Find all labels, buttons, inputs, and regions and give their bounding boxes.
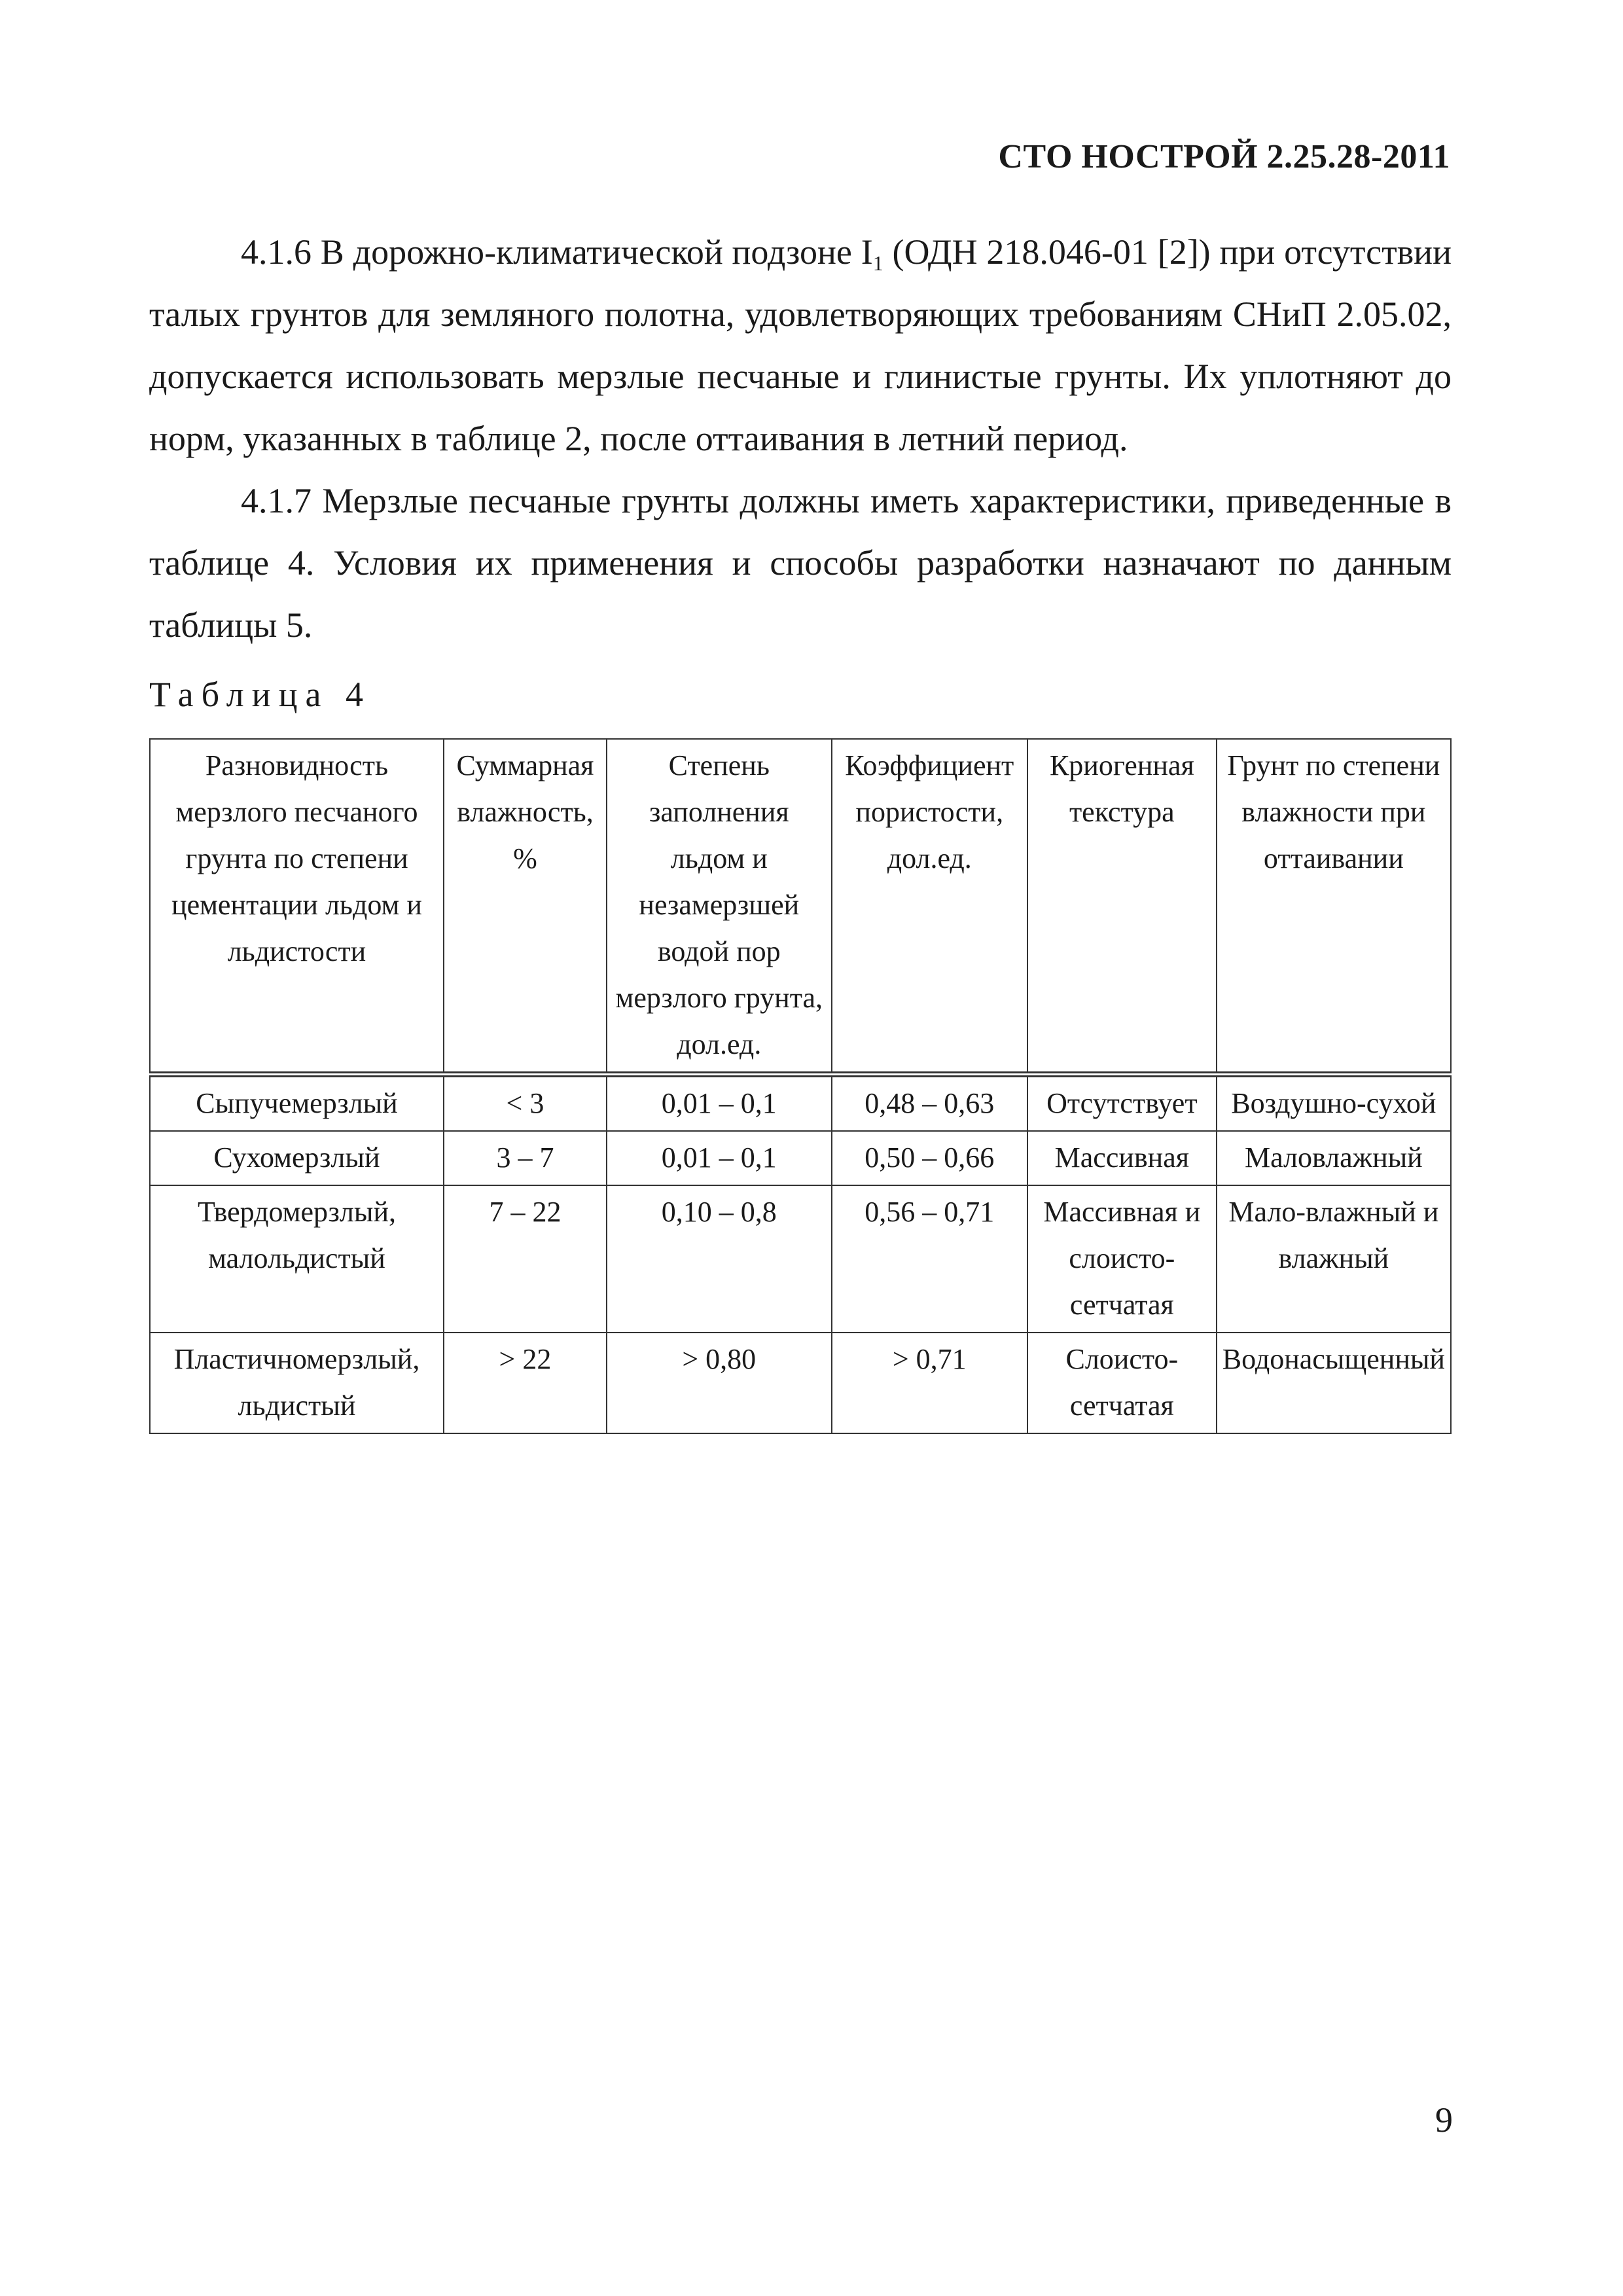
table-row <box>150 1333 1451 1433</box>
paragraph-4-1-7: 4.1.7 Мерзлые песчаные грунты должны иметь характеристики, приведенные в таблице 4. Условия их применения и способы разработки назначают по данным таблицы 5. <box>149 481 1452 645</box>
table-cell: 0,01 – 0,1 <box>607 1075 832 1132</box>
table-cell: 3 – 7 <box>444 1131 607 1185</box>
table-cell: > 0,71 <box>832 1333 1027 1433</box>
table-cell: Слоисто-сетчатая <box>1027 1333 1217 1433</box>
table-cell: Пластичномерзлый, льдистый <box>150 1333 444 1433</box>
paragraph-4-1-6-start: 4.1.6 В дорожно-климатической подзоне I <box>241 232 873 272</box>
table-header-row <box>150 739 1451 1075</box>
page-number: 9 <box>1435 2100 1453 2140</box>
table-cell: Водонасыщенный <box>1217 1333 1451 1433</box>
header-ice-fill-degree: Степень заполнения льдом и незамерзшей водой пор мерзлого грунта, дол.ед. <box>607 739 832 1075</box>
paragraph-4-1-6 <box>149 221 1452 470</box>
table-cell: 7 – 22 <box>444 1185 607 1333</box>
frozen-sand-soil-table <box>149 738 1452 1434</box>
header-moisture-after-thaw: Грунт по степени влажности при оттаивании <box>1217 739 1451 1075</box>
table-cell: Массивная <box>1027 1131 1217 1185</box>
body-text <box>149 221 1452 656</box>
table-cell: > 22 <box>444 1333 607 1433</box>
table-cell: Мало-влажный и влажный <box>1217 1185 1451 1333</box>
table-row <box>150 1075 1451 1132</box>
table-cell: 0,50 – 0,66 <box>832 1131 1027 1185</box>
table-cell: Воздушно-сухой <box>1217 1075 1451 1132</box>
table-cell: 0,48 – 0,63 <box>832 1075 1027 1132</box>
table-cell: Сухомерзлый <box>150 1131 444 1185</box>
table-cell: Отсутствует <box>1027 1075 1217 1132</box>
header-total-moisture: Суммарная влажность, % <box>444 739 607 1075</box>
table-cell: 0,01 – 0,1 <box>607 1131 832 1185</box>
table-cell: < 3 <box>444 1075 607 1132</box>
paragraph-4-1-6-rest: (ОДН 218.046-01 [2]) при отсутствии талых грунтов для земляного полотна, удовлетворяющих требованиям СНиП 2.05.02, допускается использовать мерзлые песчаные и глинистые грунты. Их уплотняют до норм, указанных в таблице 2, после оттаивания в летний период. <box>149 232 1452 458</box>
subzone-subscript: 1 <box>872 251 883 275</box>
header-cryogenic-texture: Криогенная текстура <box>1027 739 1217 1075</box>
table-cell: Сыпучемерзлый <box>150 1075 444 1132</box>
table-cell: 0,10 – 0,8 <box>607 1185 832 1333</box>
header-soil-variety: Разновидность мерзлого песчаного грунта по степени цементации льдом и льдистости <box>150 739 444 1075</box>
header-porosity-coefficient: Коэффициент пористости, дол.ед. <box>832 739 1027 1075</box>
table-caption: Таблица 4 <box>149 675 371 714</box>
table-cell: Массивная и слоисто-сетчатая <box>1027 1185 1217 1333</box>
table-cell: 0,56 – 0,71 <box>832 1185 1027 1333</box>
table-row <box>150 1131 1451 1185</box>
table-row <box>150 1185 1451 1333</box>
document-code-header: СТО НОСТРОЙ 2.25.28-2011 <box>998 138 1450 175</box>
table-cell: Твердомерзлый, малольдистый <box>150 1185 444 1333</box>
table-cell: > 0,80 <box>607 1333 832 1433</box>
table-cell: Маловлажный <box>1217 1131 1451 1185</box>
